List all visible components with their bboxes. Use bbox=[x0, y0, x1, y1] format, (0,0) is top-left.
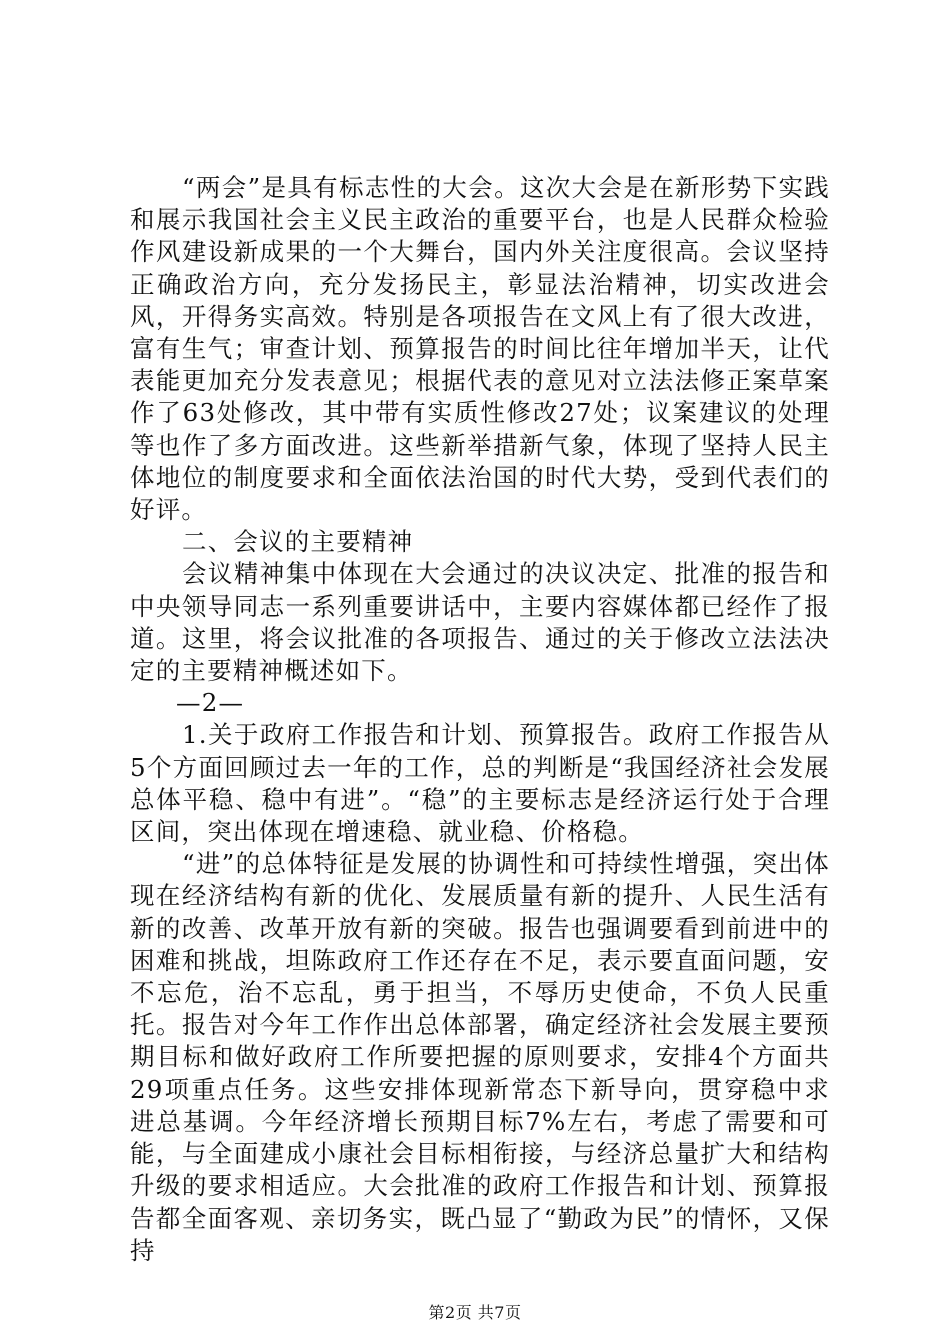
document-body bbox=[130, 172, 830, 1267]
inline-page-number: —2— bbox=[176, 688, 245, 718]
paragraph-report-2: “进”的总体特征是发展的协调性和可持续性增强，突出体现在经济结构有新的优化、发展质量有新的提升、人民生活有新的改善、改革开放有新的突破。报告也强调要看到前进中的困难和挑战，坦陈政府工作还存在不足，表示要直面问题，安不忘危，治不忘乱，勇于担当，不辱历史使命，不负人民重托。报告对今年工作作出总体部署，确定经济社会发展主要预期目标和做好政府工作所要把握的原则要求，安排4个方面共29项重点任务。这些安排体现新常态下新导向，贯穿稳中求进总基调。今年经济增长预期目标7%左右，考虑了需要和可能，与全面建成小康社会目标相衔接，与经济总量扩大和结构升级的要求相适应。大会批准的政府工作报告和计划、预算报告都全面客观、亲切务实，既凸显了“勤政为民”的情怀，又保持 bbox=[130, 849, 830, 1265]
section-heading: 二、会议的主要精神 bbox=[182, 527, 414, 557]
paragraph-report-1: 1.关于政府工作报告和计划、预算报告。政府工作报告从5个方面回顾过去一年的工作，总的判断是“我国经济社会发展总体平稳、稳中有进”。“稳”的主要标志是经济运行处于合理区间，突出体现在增速稳、就业稳、价格稳。 bbox=[130, 720, 830, 847]
page-footer: 第2页 共7页 bbox=[428, 1303, 522, 1322]
paragraph-intro: “两会”是具有标志性的大会。这次大会是在新形势下实践和展示我国社会主义民主政治的重要平台，也是人民群众检验作风建设新成果的一个大舞台，国内外关注度很高。会议坚持正确政治方向，充分发扬民主，彰显法治精神，切实改进会风，开得务实高效。特别是各项报告在文风上有了很大改进，富有生气；审查计划、预算报告的时间比往年增加半天，让代表能更加充分发表意见；根据代表的意见对立法法修正案草案作了63处修改，其中带有实质性修改27处；议案建议的处理等也作了多方面改进。这些新举措新气象，体现了坚持人民主体地位的制度要求和全面依法治国的时代大势，受到代表们的好评。 bbox=[130, 173, 830, 525]
paragraph-spirit: 会议精神集中体现在大会通过的决议决定、批准的报告和中央领导同志一系列重要讲话中，主要内容媒体都已经作了报道。这里，将会议批准的各项报告、通过的关于修改立法法决定的主要精神概述如下。 bbox=[130, 559, 830, 686]
